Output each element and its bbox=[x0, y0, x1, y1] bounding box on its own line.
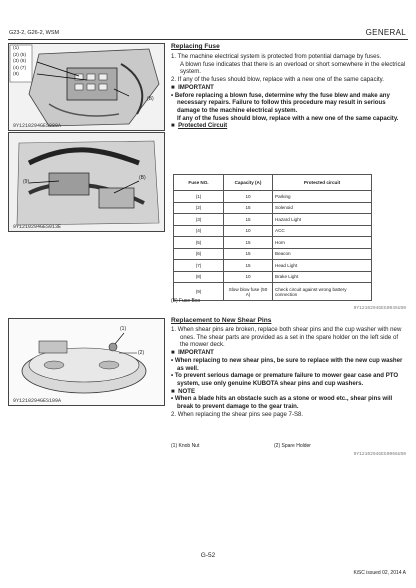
step-1-detail: A blown fuse indicates that there is an overload or short somewhere in the electrical system. bbox=[180, 60, 406, 76]
important-text: Before replacing a blown fuse, determine why the fuse blew and make any necessary repairs. Failure to follow this procedure may result in serious damage to the machine electrical system. bbox=[174, 91, 390, 114]
table-cell: 10 bbox=[224, 271, 273, 283]
table-cell: (8) bbox=[174, 271, 224, 283]
knob-nut-legend: (1) Knob Nut bbox=[171, 443, 200, 449]
table-cell: (4) bbox=[174, 225, 224, 237]
table-header-row bbox=[174, 175, 372, 191]
header-rule bbox=[8, 39, 408, 40]
table-cell: (3) bbox=[174, 214, 224, 226]
important-text: When replacing to new shear pins, be sure to replace with the new cup washer as well. bbox=[174, 356, 403, 372]
important-heading bbox=[171, 349, 407, 357]
important-text: To prevent serious damage or premature failure to mower gear case and PTO system, use only genuine KUBOTA shear pins and cup washers. bbox=[174, 372, 399, 387]
bullet-square-icon: ■ bbox=[171, 387, 175, 395]
bullet-dot-icon: • bbox=[171, 395, 175, 403]
table-cell: (1) bbox=[174, 191, 224, 203]
table-cell: 15 bbox=[224, 260, 273, 272]
bullet-dot-icon: • bbox=[171, 91, 175, 99]
note-label: NOTE bbox=[178, 387, 196, 395]
step-1: 1. The machine electrical system is protected from potential damage by fuses. bbox=[171, 53, 382, 60]
table-cell: 10 bbox=[224, 191, 273, 203]
table-cell: Head Light bbox=[273, 260, 372, 272]
callout: (1) bbox=[120, 326, 127, 332]
note-bullet bbox=[171, 395, 407, 410]
table-cell: Hazard Light bbox=[273, 214, 372, 226]
mower-deck-figure bbox=[8, 318, 165, 406]
step-2: 2. When replacing the shear pins see page 7-S8. bbox=[171, 410, 304, 418]
section-heading: Replacement to New Shear Pins bbox=[171, 317, 272, 324]
fuse-location-illustration bbox=[9, 44, 164, 130]
document-code: 9Y1210294GEG0066US0 bbox=[353, 452, 406, 457]
protected-circuit-table bbox=[173, 174, 372, 301]
bullet-dot-icon: • bbox=[171, 356, 175, 364]
table-cell: Slow blow fuse (50 A) bbox=[224, 283, 273, 301]
table-cell: (5) bbox=[174, 237, 224, 249]
table-cell: (6) bbox=[174, 248, 224, 260]
important-bullet bbox=[171, 357, 407, 372]
step-2: 2. If any of the fuses should blow, replace with a new one of the same capacity. bbox=[171, 76, 384, 84]
table-row bbox=[174, 214, 372, 226]
replacing-fuse-section bbox=[171, 43, 407, 130]
column-header: Capacity (A) bbox=[224, 175, 273, 191]
bullet-square-icon: ■ bbox=[171, 349, 175, 357]
callout: (2) (5) bbox=[13, 52, 27, 58]
section-heading: Replacing Fuse bbox=[171, 43, 220, 50]
table-cell: (7) bbox=[174, 260, 224, 272]
mower-deck-illustration bbox=[9, 319, 164, 405]
shear-pin-section bbox=[171, 317, 407, 418]
table-cell: 15 bbox=[224, 237, 273, 249]
note-text: When a blade hits an obstacle such as a stone or wood etc., shear pins will break to prevent damage to the gear train. bbox=[174, 395, 393, 411]
table-cell: Horn bbox=[273, 237, 372, 249]
important-bullet bbox=[171, 372, 407, 387]
step-1: 1. When shear pins are broken, replace both shear pins and the cup washer with new ones. The shear parts are provided as a set in the spare holder on the left side of the mower deck. bbox=[171, 326, 402, 349]
table-cell: (2) bbox=[174, 202, 224, 214]
fuse-box-legend: (B) Fuse Box bbox=[171, 298, 201, 304]
important-label: IMPORTANT bbox=[178, 83, 214, 91]
spare-holder-legend: (2) Spare Holder bbox=[274, 443, 311, 449]
table-cell: 15 bbox=[224, 214, 273, 226]
callout: (3) (6) bbox=[13, 59, 27, 64]
fuse-location-figure bbox=[8, 43, 165, 131]
table-cell: ACC bbox=[273, 225, 372, 237]
issue-note: KiSC issued 02, 2014 A bbox=[353, 570, 406, 576]
table-cell: 15 bbox=[224, 202, 273, 214]
slow-blow-fuse-figure bbox=[8, 132, 165, 232]
callout: (1) bbox=[13, 46, 19, 51]
note-heading bbox=[171, 388, 407, 396]
important-label: IMPORTANT bbox=[178, 349, 214, 357]
bullet-dot-icon: • bbox=[171, 372, 175, 380]
table-cell: Brake Light bbox=[273, 271, 372, 283]
section-title-header: GENERAL bbox=[365, 28, 406, 37]
important-note bbox=[171, 92, 407, 115]
document-code: 9Y1210294GEG0045US0 bbox=[353, 306, 406, 311]
manual-model-header: G23-2, G26-2, WSM bbox=[9, 30, 60, 36]
table-cell: Beacon bbox=[273, 248, 372, 260]
column-header: Protected circuit bbox=[273, 175, 372, 191]
table-cell: (9) bbox=[174, 283, 224, 301]
important-heading bbox=[171, 84, 407, 92]
protected-circuit-heading bbox=[171, 122, 407, 130]
callout: (8) bbox=[13, 72, 19, 77]
table-row bbox=[174, 191, 372, 203]
table-cell: Parking bbox=[273, 191, 372, 203]
bullet-square-icon: ■ bbox=[171, 83, 175, 91]
table-row bbox=[174, 237, 372, 249]
callout: (4) (7) bbox=[13, 65, 27, 71]
callout: (B) bbox=[147, 96, 154, 102]
table-cell: Check circuit against wrong battery connection bbox=[273, 283, 372, 301]
table-row bbox=[174, 248, 372, 260]
slow-blow-fuse-illustration bbox=[9, 133, 164, 231]
important-note-2: If any of the fuses should blow, replace with a new one of the same capacity. bbox=[177, 114, 399, 122]
callout: (2) bbox=[138, 350, 145, 356]
table-row bbox=[174, 283, 372, 301]
table-cell: 10 bbox=[224, 225, 273, 237]
fuse-figure-callouts bbox=[13, 46, 26, 79]
column-header: Fuse NO. bbox=[174, 175, 224, 191]
table-cell: 15 bbox=[224, 248, 273, 260]
page-number: G-52 bbox=[200, 552, 216, 559]
bullet-square-icon: ■ bbox=[171, 122, 175, 130]
table-row bbox=[174, 225, 372, 237]
figure-caption: 9Y1210294GES109A bbox=[13, 398, 62, 404]
table-row bbox=[174, 260, 372, 272]
table-cell: Solenoid bbox=[273, 202, 372, 214]
protected-circuit-label: Protected Circuit bbox=[178, 122, 228, 130]
figure-caption: 9Y1210294GES080A bbox=[13, 123, 62, 129]
table-row bbox=[174, 202, 372, 214]
callout: (9) bbox=[23, 179, 30, 185]
figure-caption: 9Y1210294GES013E bbox=[13, 224, 62, 230]
callout: (B) bbox=[139, 175, 146, 181]
table-row bbox=[174, 271, 372, 283]
